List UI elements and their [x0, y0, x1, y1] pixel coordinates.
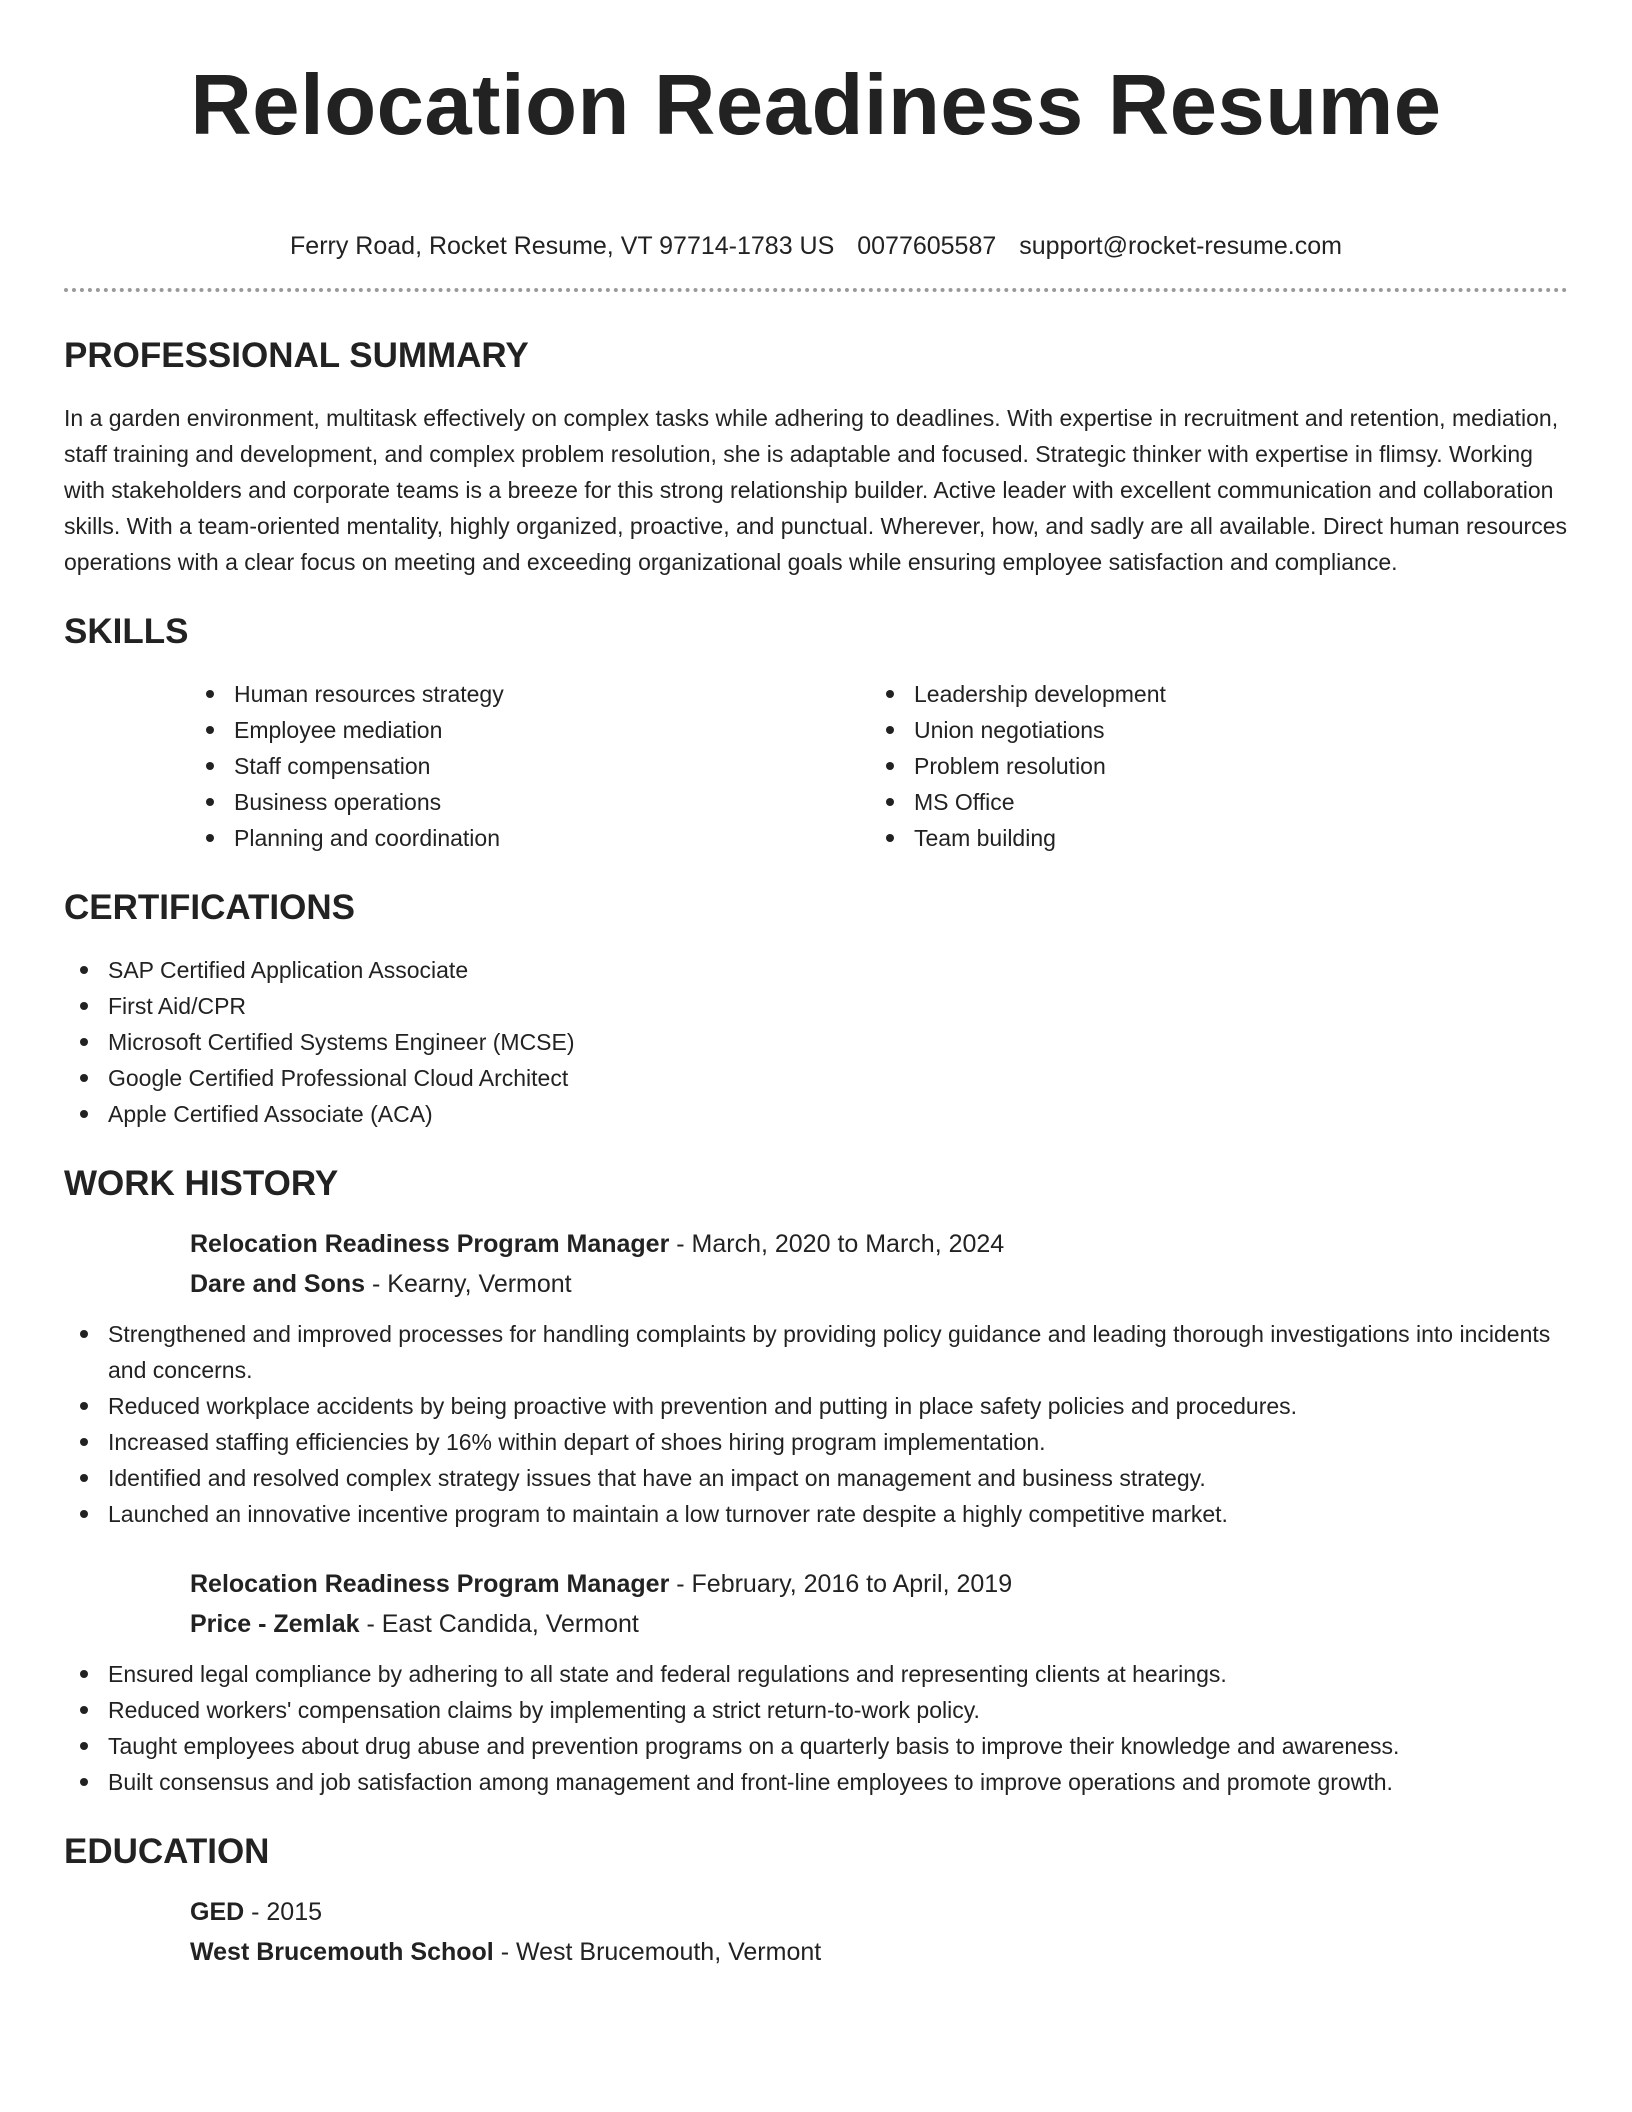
- education-school: West Brucemouth School: [190, 1938, 494, 1966]
- job-bullet: Reduced workplace accidents by being proactive with prevention and putting in place safety policies and procedures.: [64, 1388, 1568, 1424]
- contact-email: support@rocket-resume.com: [1019, 232, 1342, 260]
- certification-item: First Aid/CPR: [64, 988, 1568, 1024]
- job-bullet: Taught employees about drug abuse and prevention programs on a quarterly basis to improve their knowledge and awareness.: [64, 1728, 1568, 1764]
- header-divider: [64, 288, 1568, 292]
- job-title-line: [190, 1564, 1568, 1604]
- education-year: - 2015: [244, 1898, 323, 1926]
- skill-item: Business operations: [190, 784, 870, 820]
- resume-name: Relocation Readiness Resume: [190, 58, 1442, 153]
- contact-line: [64, 230, 1568, 262]
- skills-list: [190, 676, 1568, 856]
- summary-heading: PROFESSIONAL SUMMARY: [64, 336, 529, 375]
- certifications-list: [64, 952, 1568, 1132]
- education-location: - West Brucemouth, Vermont: [493, 1938, 822, 1966]
- job-bullet: Reduced workers' compensation claims by implementing a strict return-to-work policy.: [64, 1692, 1568, 1728]
- job-dates: - March, 2020 to March, 2024: [669, 1230, 1005, 1258]
- skills-heading: SKILLS: [64, 612, 189, 651]
- skill-item: Problem resolution: [870, 748, 1550, 784]
- skill-item: Human resources strategy: [190, 676, 870, 712]
- job-role: Relocation Readiness Program Manager: [190, 1570, 670, 1598]
- job-bullet: Identified and resolved complex strategy issues that have an impact on management and business strategy.: [64, 1460, 1568, 1496]
- certification-item: SAP Certified Application Associate: [64, 952, 1568, 988]
- job-location: - East Candida, Vermont: [359, 1610, 639, 1638]
- education-entry: [190, 1892, 1568, 1972]
- job-bullets: [64, 1316, 1568, 1532]
- skill-item: Staff compensation: [190, 748, 870, 784]
- job-company: Price - Zemlak: [190, 1610, 360, 1638]
- skill-item: Employee mediation: [190, 712, 870, 748]
- job-bullet: Launched an innovative incentive program to maintain a low turnover rate despite a highly competitive market.: [64, 1496, 1568, 1532]
- job-bullet: Ensured legal compliance by adhering to all state and federal regulations and representing clients at hearings.: [64, 1656, 1568, 1692]
- skill-item: Planning and coordination: [190, 820, 870, 856]
- skills-column-left: [190, 676, 870, 856]
- job-bullet: Increased staffing efficiencies by 16% within depart of shoes hiring program implementation.: [64, 1424, 1568, 1460]
- job-bullet: Strengthened and improved processes for handling complaints by providing policy guidance and leading thorough investigations into incidents and concerns.: [64, 1316, 1568, 1388]
- skill-item: Union negotiations: [870, 712, 1550, 748]
- job-location: - Kearny, Vermont: [365, 1270, 572, 1298]
- job-role: Relocation Readiness Program Manager: [190, 1230, 670, 1258]
- work-history-heading: WORK HISTORY: [64, 1164, 339, 1203]
- job-dates: - February, 2016 to April, 2019: [669, 1570, 1013, 1598]
- skills-column-right: [870, 676, 1550, 856]
- job-entry: [190, 1224, 1568, 1304]
- certification-item: Google Certified Professional Cloud Architect: [64, 1060, 1568, 1096]
- summary-text: In a garden environment, multitask effectively on complex tasks while adhering to deadlines. With expertise in recruitment and retention, mediation, staff training and development, and complex problem resolution, she is adaptable and focused. Strategic thinker with expertise in flimsy. Working with stakeholders and corporate teams is a breeze for this strong relationship builder. Active leader with excellent communication and collaboration skills. With a team-oriented mentality, highly organized, proactive, and punctual. Wherever, how, and sadly are all available. Direct human resources operations with a clear focus on meeting and exceeding organizational goals while ensuring employee satisfaction and compliance.: [64, 405, 1567, 575]
- job-company-line: [190, 1264, 1568, 1304]
- certifications-heading: CERTIFICATIONS: [64, 888, 356, 927]
- contact-phone: 0077605587: [857, 232, 997, 260]
- contact-address: Ferry Road, Rocket Resume, VT 97714-1783 US: [290, 232, 835, 260]
- job-entry: [190, 1564, 1568, 1644]
- certification-item: Microsoft Certified Systems Engineer (MCSE): [64, 1024, 1568, 1060]
- education-degree: GED: [190, 1898, 245, 1926]
- skill-item: Team building: [870, 820, 1550, 856]
- job-bullet: Built consensus and job satisfaction among management and front-line employees to improve operations and promote growth.: [64, 1764, 1568, 1800]
- job-company: Dare and Sons: [190, 1270, 366, 1298]
- education-degree-line: [190, 1892, 1568, 1932]
- education-heading: EDUCATION: [64, 1832, 270, 1871]
- job-title-line: [190, 1224, 1568, 1264]
- skill-item: MS Office: [870, 784, 1550, 820]
- job-bullets: [64, 1656, 1568, 1800]
- education-school-line: [190, 1932, 1568, 1972]
- job-company-line: [190, 1604, 1568, 1644]
- skill-item: Leadership development: [870, 676, 1550, 712]
- certification-item: Apple Certified Associate (ACA): [64, 1096, 1568, 1132]
